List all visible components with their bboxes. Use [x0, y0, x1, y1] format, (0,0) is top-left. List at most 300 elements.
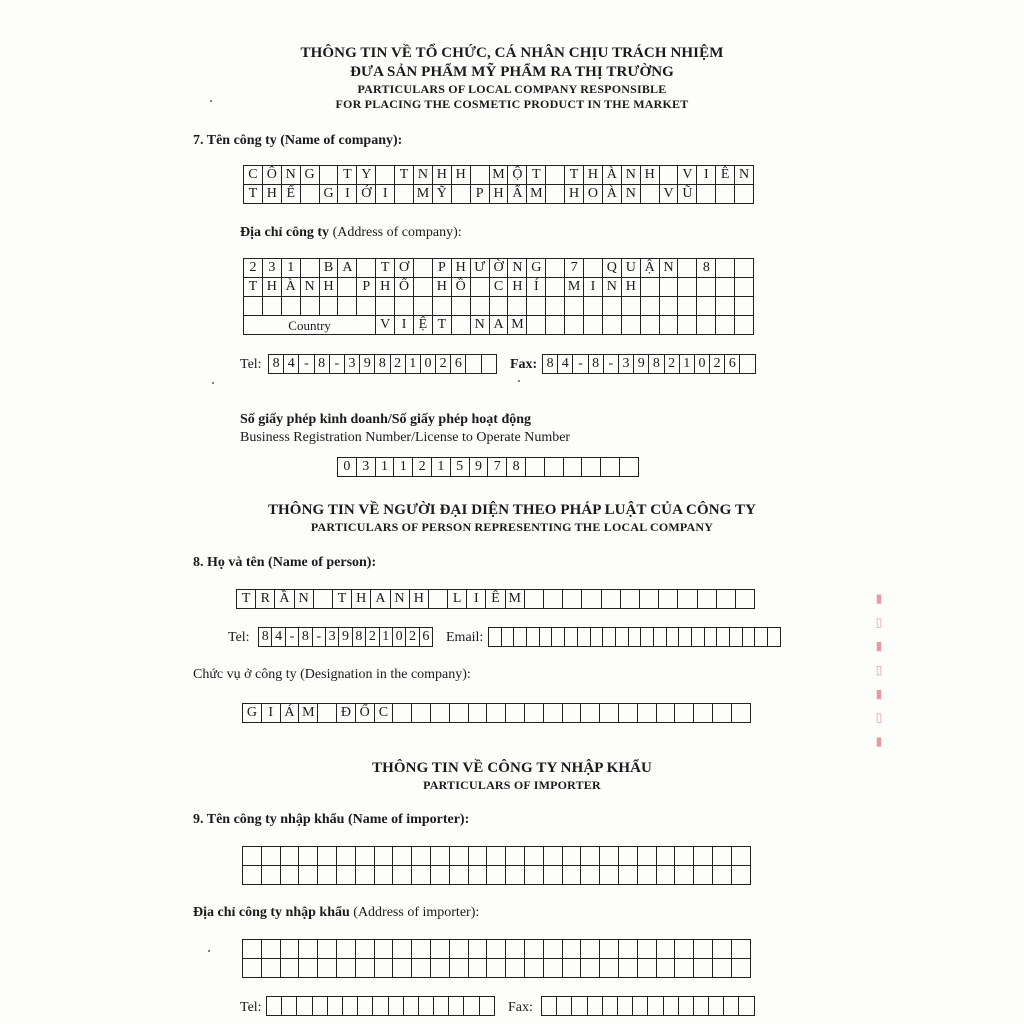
importer-address-cell — [243, 940, 262, 959]
person-name-cell: Ê — [486, 590, 505, 609]
designation-label: Chức vụ ở công ty (Designation in the company): — [193, 667, 471, 682]
importer-address-cell — [262, 959, 281, 978]
company-address-cell — [584, 316, 603, 335]
importer-address-cell — [487, 940, 506, 959]
person-email-cell — [540, 628, 553, 647]
person-name-cell: T — [237, 590, 256, 609]
company-address-cell — [735, 259, 754, 278]
company-address-cell: 2 — [244, 259, 263, 278]
company-name-label: 7. Tên công ty (Name of company): — [193, 133, 403, 148]
designation-cell — [318, 704, 337, 723]
company-address-cell — [357, 259, 376, 278]
importer-fax-label: Fax: — [508, 1000, 533, 1015]
company-address-cell: M — [508, 316, 527, 335]
company-address-cell — [678, 297, 697, 316]
company-tel-cell: 1 — [406, 355, 421, 374]
importer-address-cell — [657, 959, 676, 978]
designation-cell — [675, 704, 694, 723]
license-label-en: Business Registration Number/License to Operate Number — [240, 430, 571, 445]
company-address-cell — [395, 297, 414, 316]
importer-tel-cell — [343, 997, 358, 1016]
company-address-cell: Q — [603, 259, 622, 278]
company-name-cell: Ế — [282, 185, 301, 204]
person-email-cell — [527, 628, 540, 647]
designation-cell: G — [243, 704, 262, 723]
company-tel-cell: 9 — [360, 355, 375, 374]
company-address-cell: 7 — [565, 259, 584, 278]
importer-address-cell — [581, 940, 600, 959]
company-address-cell: Ệ — [414, 316, 433, 335]
company-address-cell — [622, 316, 641, 335]
company-address-cell — [641, 316, 660, 335]
company-address-cell: H — [452, 259, 471, 278]
company-address-cell — [697, 316, 716, 335]
importer-address-cell — [525, 940, 544, 959]
company-fax-cell: 6 — [725, 355, 740, 374]
importer-address-cell — [732, 940, 751, 959]
importer-name-cell — [450, 866, 469, 885]
company-name-cell — [546, 166, 565, 185]
importer-address-cell — [262, 940, 281, 959]
designation-cell — [393, 704, 412, 723]
person-email-cell — [641, 628, 654, 647]
company-address-cell: N — [603, 278, 622, 297]
company-address-cell — [660, 316, 679, 335]
importer-fax-grid — [541, 996, 755, 1016]
company-address-label-rest: (Address of company): — [329, 225, 462, 240]
company-address-cell: I — [395, 316, 414, 335]
license-cell: 9 — [470, 458, 489, 477]
importer-address-cell — [638, 959, 657, 978]
importer-address-cell — [337, 959, 356, 978]
company-fax-cell: 8 — [543, 355, 558, 374]
company-address-cell — [452, 316, 471, 335]
importer-name-cell — [694, 866, 713, 885]
company-address-cell — [433, 297, 452, 316]
license-cell — [526, 458, 545, 477]
company-name-cell: G — [320, 185, 339, 204]
importer-name-cell — [732, 866, 751, 885]
person-tel-cell: 4 — [272, 628, 285, 647]
company-address-cell: H — [320, 278, 339, 297]
designation-cell — [563, 704, 582, 723]
company-name-cell: À — [603, 166, 622, 185]
person-name-cell: N — [391, 590, 410, 609]
person-email-cell — [705, 628, 718, 647]
company-address-cell: N — [660, 259, 679, 278]
importer-name-cell — [469, 866, 488, 885]
importer-fax-cell — [633, 997, 648, 1016]
designation-cell — [450, 704, 469, 723]
person-tel-cell: 2 — [406, 628, 419, 647]
company-address-cell — [716, 278, 735, 297]
license-cell: 1 — [432, 458, 451, 477]
importer-address-cell — [318, 940, 337, 959]
person-email-cell — [591, 628, 604, 647]
company-address-cell — [603, 297, 622, 316]
person-tel-cell: 6 — [420, 628, 433, 647]
importer-address-cell — [356, 959, 375, 978]
person-name-cell: H — [352, 590, 371, 609]
company-address-cell — [244, 297, 263, 316]
importer-address-cell — [675, 940, 694, 959]
speck — [518, 380, 520, 382]
company-name-cell — [301, 185, 320, 204]
importer-address-cell — [694, 959, 713, 978]
importer-tel-cell — [419, 997, 434, 1016]
importer-name-cell — [619, 847, 638, 866]
importer-name-cell — [262, 866, 281, 885]
importer-name-cell — [694, 847, 713, 866]
person-name-cell — [736, 590, 755, 609]
importer-name-cell — [657, 866, 676, 885]
person-tel-label: Tel: — [228, 630, 250, 645]
company-address-cell: A — [490, 316, 509, 335]
company-tel-cell: 2 — [391, 355, 406, 374]
importer-address-cell — [375, 940, 394, 959]
importer-name-cell — [544, 866, 563, 885]
importer-address-label-bold: Địa chỉ công ty nhập khẩu — [193, 905, 350, 920]
importer-name-cell — [638, 847, 657, 866]
company-name-cell: V — [678, 166, 697, 185]
person-email-cell — [552, 628, 565, 647]
license-cell: 5 — [451, 458, 470, 477]
company-name-cell — [641, 185, 660, 204]
company-address-cell — [641, 297, 660, 316]
importer-name-cell — [581, 847, 600, 866]
person-tel-cell: 9 — [339, 628, 352, 647]
person-name-cell: L — [448, 590, 467, 609]
company-address-cell: N — [508, 259, 527, 278]
company-address-cell — [490, 297, 509, 316]
importer-address-cell — [732, 959, 751, 978]
company-name-cell: N — [622, 166, 641, 185]
importer-tel-cell — [373, 997, 388, 1016]
person-email-label: Email: — [446, 630, 484, 645]
company-address-cell: H — [622, 278, 641, 297]
company-tel-cell: 6 — [451, 355, 466, 374]
company-name-cell: T — [565, 166, 584, 185]
header-line1: THÔNG TIN VỀ TỔ CHỨC, CÁ NHÂN CHỊU TRÁCH NHIỆM — [300, 45, 724, 61]
company-address-cell — [546, 278, 565, 297]
company-name-cell: P — [471, 185, 490, 204]
company-address-cell: I — [584, 278, 603, 297]
person-email-cell — [679, 628, 692, 647]
person-name-cell — [525, 590, 544, 609]
company-name-cell: Y — [357, 166, 376, 185]
company-address-cell — [584, 297, 603, 316]
company-name-cell: C — [244, 166, 263, 185]
importer-address-cell — [412, 940, 431, 959]
importer-fax-cell — [572, 997, 587, 1016]
company-address-cell — [716, 259, 735, 278]
person-tel-cell: 8 — [353, 628, 366, 647]
person-name-cell: R — [256, 590, 275, 609]
person-name-cell: H — [410, 590, 429, 609]
importer-address-label — [193, 905, 479, 921]
company-address-grid — [243, 258, 754, 335]
person-email-grid — [488, 627, 781, 647]
company-address-cell — [584, 259, 603, 278]
designation-cell: I — [262, 704, 281, 723]
importer-address-grid — [242, 939, 751, 978]
license-cell: 8 — [507, 458, 526, 477]
importer-tel-cell — [358, 997, 373, 1016]
importer-address-cell — [393, 959, 412, 978]
company-name-grid — [243, 165, 754, 204]
person-tel-cell: - — [286, 628, 299, 647]
importer-name-cell — [318, 847, 337, 866]
importer-fax-cell — [588, 997, 603, 1016]
importer-address-cell — [619, 940, 638, 959]
header-line3: PARTICULARS OF LOCAL COMPANY RESPONSIBLE — [357, 82, 667, 96]
designation-cell — [657, 704, 676, 723]
person-name-cell — [602, 590, 621, 609]
importer-fax-cell — [618, 997, 633, 1016]
company-name-cell: H — [263, 185, 282, 204]
company-name-cell: Ớ — [357, 185, 376, 204]
license-cell — [582, 458, 601, 477]
company-name-cell — [320, 166, 339, 185]
importer-address-cell — [412, 959, 431, 978]
designation-cell: Ố — [356, 704, 375, 723]
speck — [210, 100, 212, 102]
company-address-cell — [697, 278, 716, 297]
header-line4: FOR PLACING THE COSMETIC PRODUCT IN THE MARKET — [335, 97, 689, 111]
license-cell: 7 — [488, 458, 507, 477]
company-name-cell: N — [735, 166, 754, 185]
company-fax-cell: 4 — [558, 355, 573, 374]
company-name-cell: O — [584, 185, 603, 204]
designation-cell — [619, 704, 638, 723]
company-name-cell: H — [452, 166, 471, 185]
designation-cell — [638, 704, 657, 723]
company-name-cell: M — [490, 166, 509, 185]
person-name-cell: I — [467, 590, 486, 609]
company-address-cell — [697, 297, 716, 316]
importer-address-cell — [506, 959, 525, 978]
person-name-cell: N — [295, 590, 314, 609]
company-address-cell — [282, 297, 301, 316]
importer-fax-cell — [679, 997, 694, 1016]
designation-cell — [694, 704, 713, 723]
importer-tel-cell — [480, 997, 495, 1016]
company-name-cell: Ê — [716, 166, 735, 185]
importer-address-cell — [563, 959, 582, 978]
importer-tel-cell — [297, 997, 312, 1016]
company-tel-cell — [466, 355, 481, 374]
company-name-cell — [735, 185, 754, 204]
importer-name-label: 9. Tên công ty nhập khẩu (Name of importer): — [193, 812, 470, 827]
company-fax-cell: 9 — [634, 355, 649, 374]
importer-name-cell — [337, 847, 356, 866]
company-name-cell — [471, 166, 490, 185]
company-address-cell: Ư — [471, 259, 490, 278]
company-address-cell: Ờ — [490, 259, 509, 278]
designation-cell — [412, 704, 431, 723]
company-address-cell: H — [433, 278, 452, 297]
person-email-cell — [717, 628, 730, 647]
person-email-cell — [768, 628, 781, 647]
company-address-cell: T — [244, 278, 263, 297]
company-address-cell — [527, 316, 546, 335]
importer-fax-cell — [724, 997, 739, 1016]
company-address-cell: G — [527, 259, 546, 278]
importer-name-cell — [431, 847, 450, 866]
company-name-cell: H — [641, 166, 660, 185]
company-address-cell — [565, 297, 584, 316]
company-name-cell — [716, 185, 735, 204]
importer-tel-cell — [267, 997, 282, 1016]
company-address-cell — [546, 316, 565, 335]
importer-address-cell — [600, 940, 619, 959]
importer-name-cell — [675, 866, 694, 885]
importer-fax-cell — [603, 997, 618, 1016]
company-name-cell: T — [244, 185, 263, 204]
importer-address-cell — [638, 940, 657, 959]
company-address-cell — [508, 297, 527, 316]
importer-fax-cell — [557, 997, 572, 1016]
person-email-cell — [629, 628, 642, 647]
company-name-cell: T — [527, 166, 546, 185]
company-tel-cell: - — [330, 355, 345, 374]
company-address-cell: P — [433, 259, 452, 278]
company-name-cell — [395, 185, 414, 204]
company-address-cell: Country — [244, 316, 376, 335]
company-tel-cell: 8 — [315, 355, 330, 374]
company-address-cell — [376, 297, 395, 316]
company-fax-cell — [740, 355, 755, 374]
company-address-cell — [414, 259, 433, 278]
company-address-cell — [471, 278, 490, 297]
company-address-cell: À — [282, 278, 301, 297]
person-email-cell — [667, 628, 680, 647]
person-name-cell — [544, 590, 563, 609]
company-address-cell — [471, 297, 490, 316]
importer-tel-cell — [404, 997, 419, 1016]
importer-address-cell — [281, 959, 300, 978]
company-name-cell: À — [603, 185, 622, 204]
rep-header-line2: PARTICULARS OF PERSON REPRESENTING THE LOCAL COMPANY — [310, 520, 714, 534]
importer-name-cell — [619, 866, 638, 885]
importer-address-cell — [431, 940, 450, 959]
importer-name-cell — [356, 847, 375, 866]
company-name-cell: I — [376, 185, 395, 204]
person-name-cell — [582, 590, 601, 609]
importer-name-cell — [506, 847, 525, 866]
company-address-cell: H — [376, 278, 395, 297]
importer-address-cell — [713, 940, 732, 959]
company-address-cell — [414, 278, 433, 297]
company-address-cell: 3 — [263, 259, 282, 278]
company-address-cell: Ồ — [452, 278, 471, 297]
license-cell: 2 — [413, 458, 432, 477]
designation-cell: Đ — [337, 704, 356, 723]
company-address-cell — [546, 259, 565, 278]
company-name-cell: M — [414, 185, 433, 204]
company-address-cell — [678, 278, 697, 297]
person-email-cell — [603, 628, 616, 647]
person-name-cell — [717, 590, 736, 609]
company-fax-cell: 1 — [680, 355, 695, 374]
designation-cell — [600, 704, 619, 723]
importer-name-cell — [563, 847, 582, 866]
company-name-cell: N — [622, 185, 641, 204]
designation-cell: Á — [281, 704, 300, 723]
company-name-cell: Ũ — [678, 185, 697, 204]
importer-fax-cell — [739, 997, 754, 1016]
company-address-cell: Ố — [395, 278, 414, 297]
company-address-cell: C — [490, 278, 509, 297]
importer-address-cell — [450, 959, 469, 978]
company-name-cell: Ộ — [508, 166, 527, 185]
importer-address-cell — [318, 959, 337, 978]
importer-name-cell — [281, 866, 300, 885]
importer-address-cell — [299, 940, 318, 959]
company-fax-cell: 2 — [710, 355, 725, 374]
importer-tel-cell — [328, 997, 343, 1016]
company-address-cell — [716, 297, 735, 316]
person-tel-cell: 0 — [393, 628, 406, 647]
importer-fax-cell — [664, 997, 679, 1016]
importer-name-cell — [393, 847, 412, 866]
company-address-cell — [603, 316, 622, 335]
importer-name-cell — [600, 866, 619, 885]
importer-tel-label: Tel: — [240, 1000, 262, 1015]
importer-address-cell — [431, 959, 450, 978]
company-address-cell — [660, 278, 679, 297]
person-tel-cell: - — [313, 628, 326, 647]
person-tel-cell: 8 — [299, 628, 312, 647]
company-address-cell — [338, 297, 357, 316]
speck — [212, 382, 214, 384]
company-fax-label: Fax: — [510, 357, 538, 372]
company-address-cell — [735, 316, 754, 335]
stamp-mark: ▮ ▯ ▮ ▯ ▮ ▯ ▮ — [872, 590, 886, 750]
importer-address-cell — [393, 940, 412, 959]
importer-address-cell — [469, 940, 488, 959]
person-name-cell — [429, 590, 448, 609]
company-name-cell: V — [660, 185, 679, 204]
designation-cell: C — [375, 704, 394, 723]
company-address-cell — [641, 278, 660, 297]
company-tel-cell: 2 — [436, 355, 451, 374]
company-tel-cell: 0 — [421, 355, 436, 374]
importer-address-cell — [487, 959, 506, 978]
company-address-cell: M — [565, 278, 584, 297]
company-tel-cell: 8 — [269, 355, 284, 374]
person-name-cell: T — [333, 590, 352, 609]
importer-name-cell — [732, 847, 751, 866]
company-address-cell: V — [376, 316, 395, 335]
company-address-cell: N — [301, 278, 320, 297]
company-address-cell — [678, 259, 697, 278]
person-email-cell — [730, 628, 743, 647]
person-name-cell: A — [371, 590, 390, 609]
importer-address-cell — [600, 959, 619, 978]
importer-address-cell — [375, 959, 394, 978]
importer-fax-cell — [542, 997, 557, 1016]
importer-name-cell — [318, 866, 337, 885]
company-fax-cell: - — [573, 355, 588, 374]
importer-name-cell — [657, 847, 676, 866]
header-line2: ĐƯA SẢN PHẨM MỸ PHẨM RA THỊ TRƯỜNG — [350, 64, 674, 80]
importer-tel-cell — [282, 997, 297, 1016]
company-address-cell — [263, 297, 282, 316]
company-address-label-bold: Địa chỉ công ty — [240, 225, 330, 240]
company-tel-cell: - — [299, 355, 314, 374]
person-email-cell — [578, 628, 591, 647]
